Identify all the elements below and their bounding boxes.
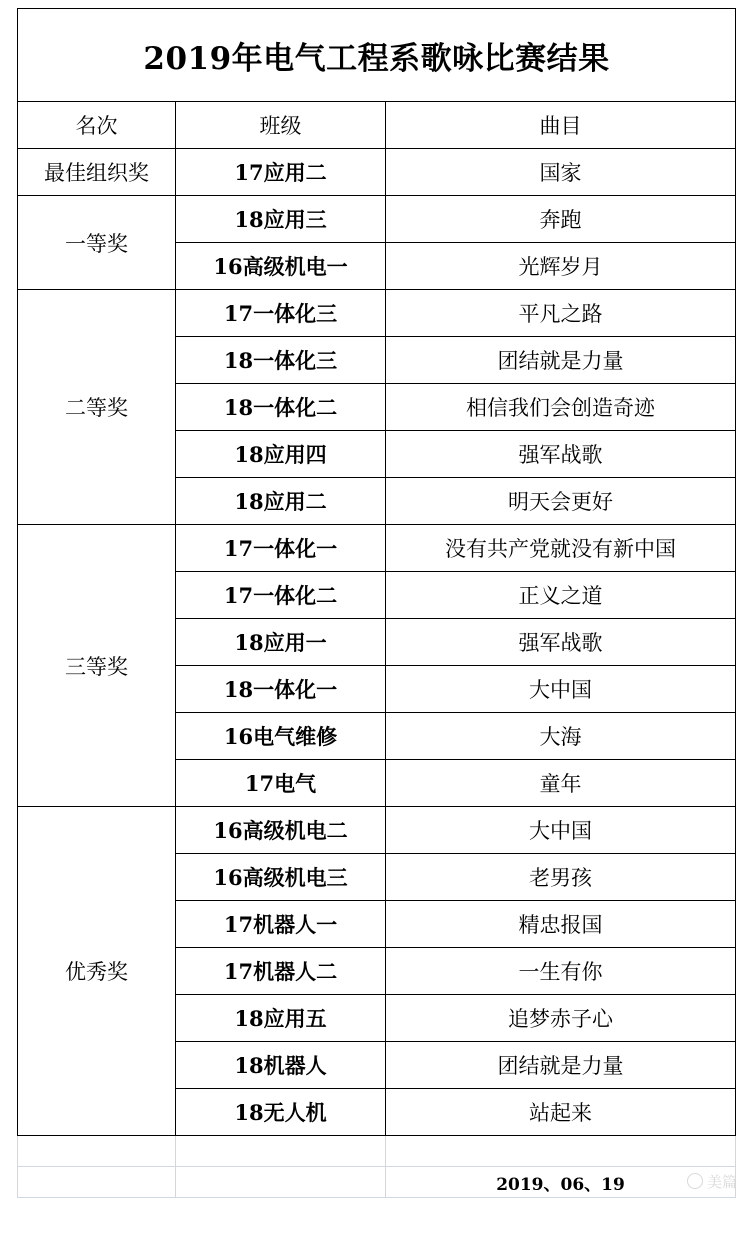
watermark-logo-icon xyxy=(687,1173,703,1189)
song-cell: 大中国 xyxy=(386,666,736,713)
award-cell: 最佳组织奖 xyxy=(18,149,176,196)
song-cell: 追梦赤子心 xyxy=(386,995,736,1042)
song-cell: 团结就是力量 xyxy=(386,337,736,384)
results-sheet xyxy=(17,8,735,1198)
class-cell: 17一体化一 xyxy=(176,525,386,572)
song-cell: 大海 xyxy=(386,713,736,760)
song-cell: 童年 xyxy=(386,760,736,807)
song-cell: 正义之道 xyxy=(386,572,736,619)
footer-cell xyxy=(176,1136,386,1167)
song-cell: 明天会更好 xyxy=(386,478,736,525)
class-cell: 17一体化三 xyxy=(176,290,386,337)
header-class: 班级 xyxy=(176,102,386,149)
song-cell: 强军战歌 xyxy=(386,431,736,478)
footer-cell xyxy=(18,1167,176,1198)
page-title: 2019年电气工程系歌咏比赛结果 xyxy=(18,9,736,102)
class-cell: 17机器人一 xyxy=(176,901,386,948)
class-cell: 18应用四 xyxy=(176,431,386,478)
class-cell: 16电气维修 xyxy=(176,713,386,760)
table-row xyxy=(18,525,736,572)
watermark xyxy=(687,1171,737,1192)
footer-row-blank xyxy=(18,1136,736,1167)
class-cell: 18应用二 xyxy=(176,478,386,525)
class-cell: 18一体化二 xyxy=(176,384,386,431)
footer-cell xyxy=(18,1136,176,1167)
class-cell: 18应用三 xyxy=(176,196,386,243)
song-cell: 奔跑 xyxy=(386,196,736,243)
song-cell: 光辉岁月 xyxy=(386,243,736,290)
class-cell: 16高级机电二 xyxy=(176,807,386,854)
class-cell: 18一体化一 xyxy=(176,666,386,713)
table-row xyxy=(18,807,736,854)
watermark-text: 美篇 xyxy=(706,1173,737,1191)
footer-row-date xyxy=(18,1167,736,1198)
song-cell: 没有共产党就没有新中国 xyxy=(386,525,736,572)
class-cell: 16高级机电一 xyxy=(176,243,386,290)
class-cell: 18应用一 xyxy=(176,619,386,666)
class-cell: 18无人机 xyxy=(176,1089,386,1136)
award-cell: 二等奖 xyxy=(18,290,176,525)
results-table xyxy=(17,8,736,1198)
class-cell: 17电气 xyxy=(176,760,386,807)
footer-cell xyxy=(386,1136,736,1167)
song-cell: 国家 xyxy=(386,149,736,196)
award-cell: 优秀奖 xyxy=(18,807,176,1136)
class-cell: 18机器人 xyxy=(176,1042,386,1089)
song-cell: 强军战歌 xyxy=(386,619,736,666)
footer-cell xyxy=(176,1167,386,1198)
song-cell: 大中国 xyxy=(386,807,736,854)
class-cell: 17机器人二 xyxy=(176,948,386,995)
song-cell: 平凡之路 xyxy=(386,290,736,337)
song-cell: 团结就是力量 xyxy=(386,1042,736,1089)
table-row xyxy=(18,149,736,196)
class-cell: 17应用二 xyxy=(176,149,386,196)
header-rank: 名次 xyxy=(18,102,176,149)
class-cell: 16高级机电三 xyxy=(176,854,386,901)
class-cell: 18应用五 xyxy=(176,995,386,1042)
class-cell: 17一体化二 xyxy=(176,572,386,619)
date-label: 2019、06、19 xyxy=(386,1167,736,1198)
song-cell: 老男孩 xyxy=(386,854,736,901)
song-cell: 相信我们会创造奇迹 xyxy=(386,384,736,431)
award-cell: 三等奖 xyxy=(18,525,176,807)
award-cell: 一等奖 xyxy=(18,196,176,290)
class-cell: 18一体化三 xyxy=(176,337,386,384)
table-row xyxy=(18,290,736,337)
song-cell: 站起来 xyxy=(386,1089,736,1136)
table-row xyxy=(18,196,736,243)
song-cell: 精忠报国 xyxy=(386,901,736,948)
song-cell: 一生有你 xyxy=(386,948,736,995)
header-song: 曲目 xyxy=(386,102,736,149)
